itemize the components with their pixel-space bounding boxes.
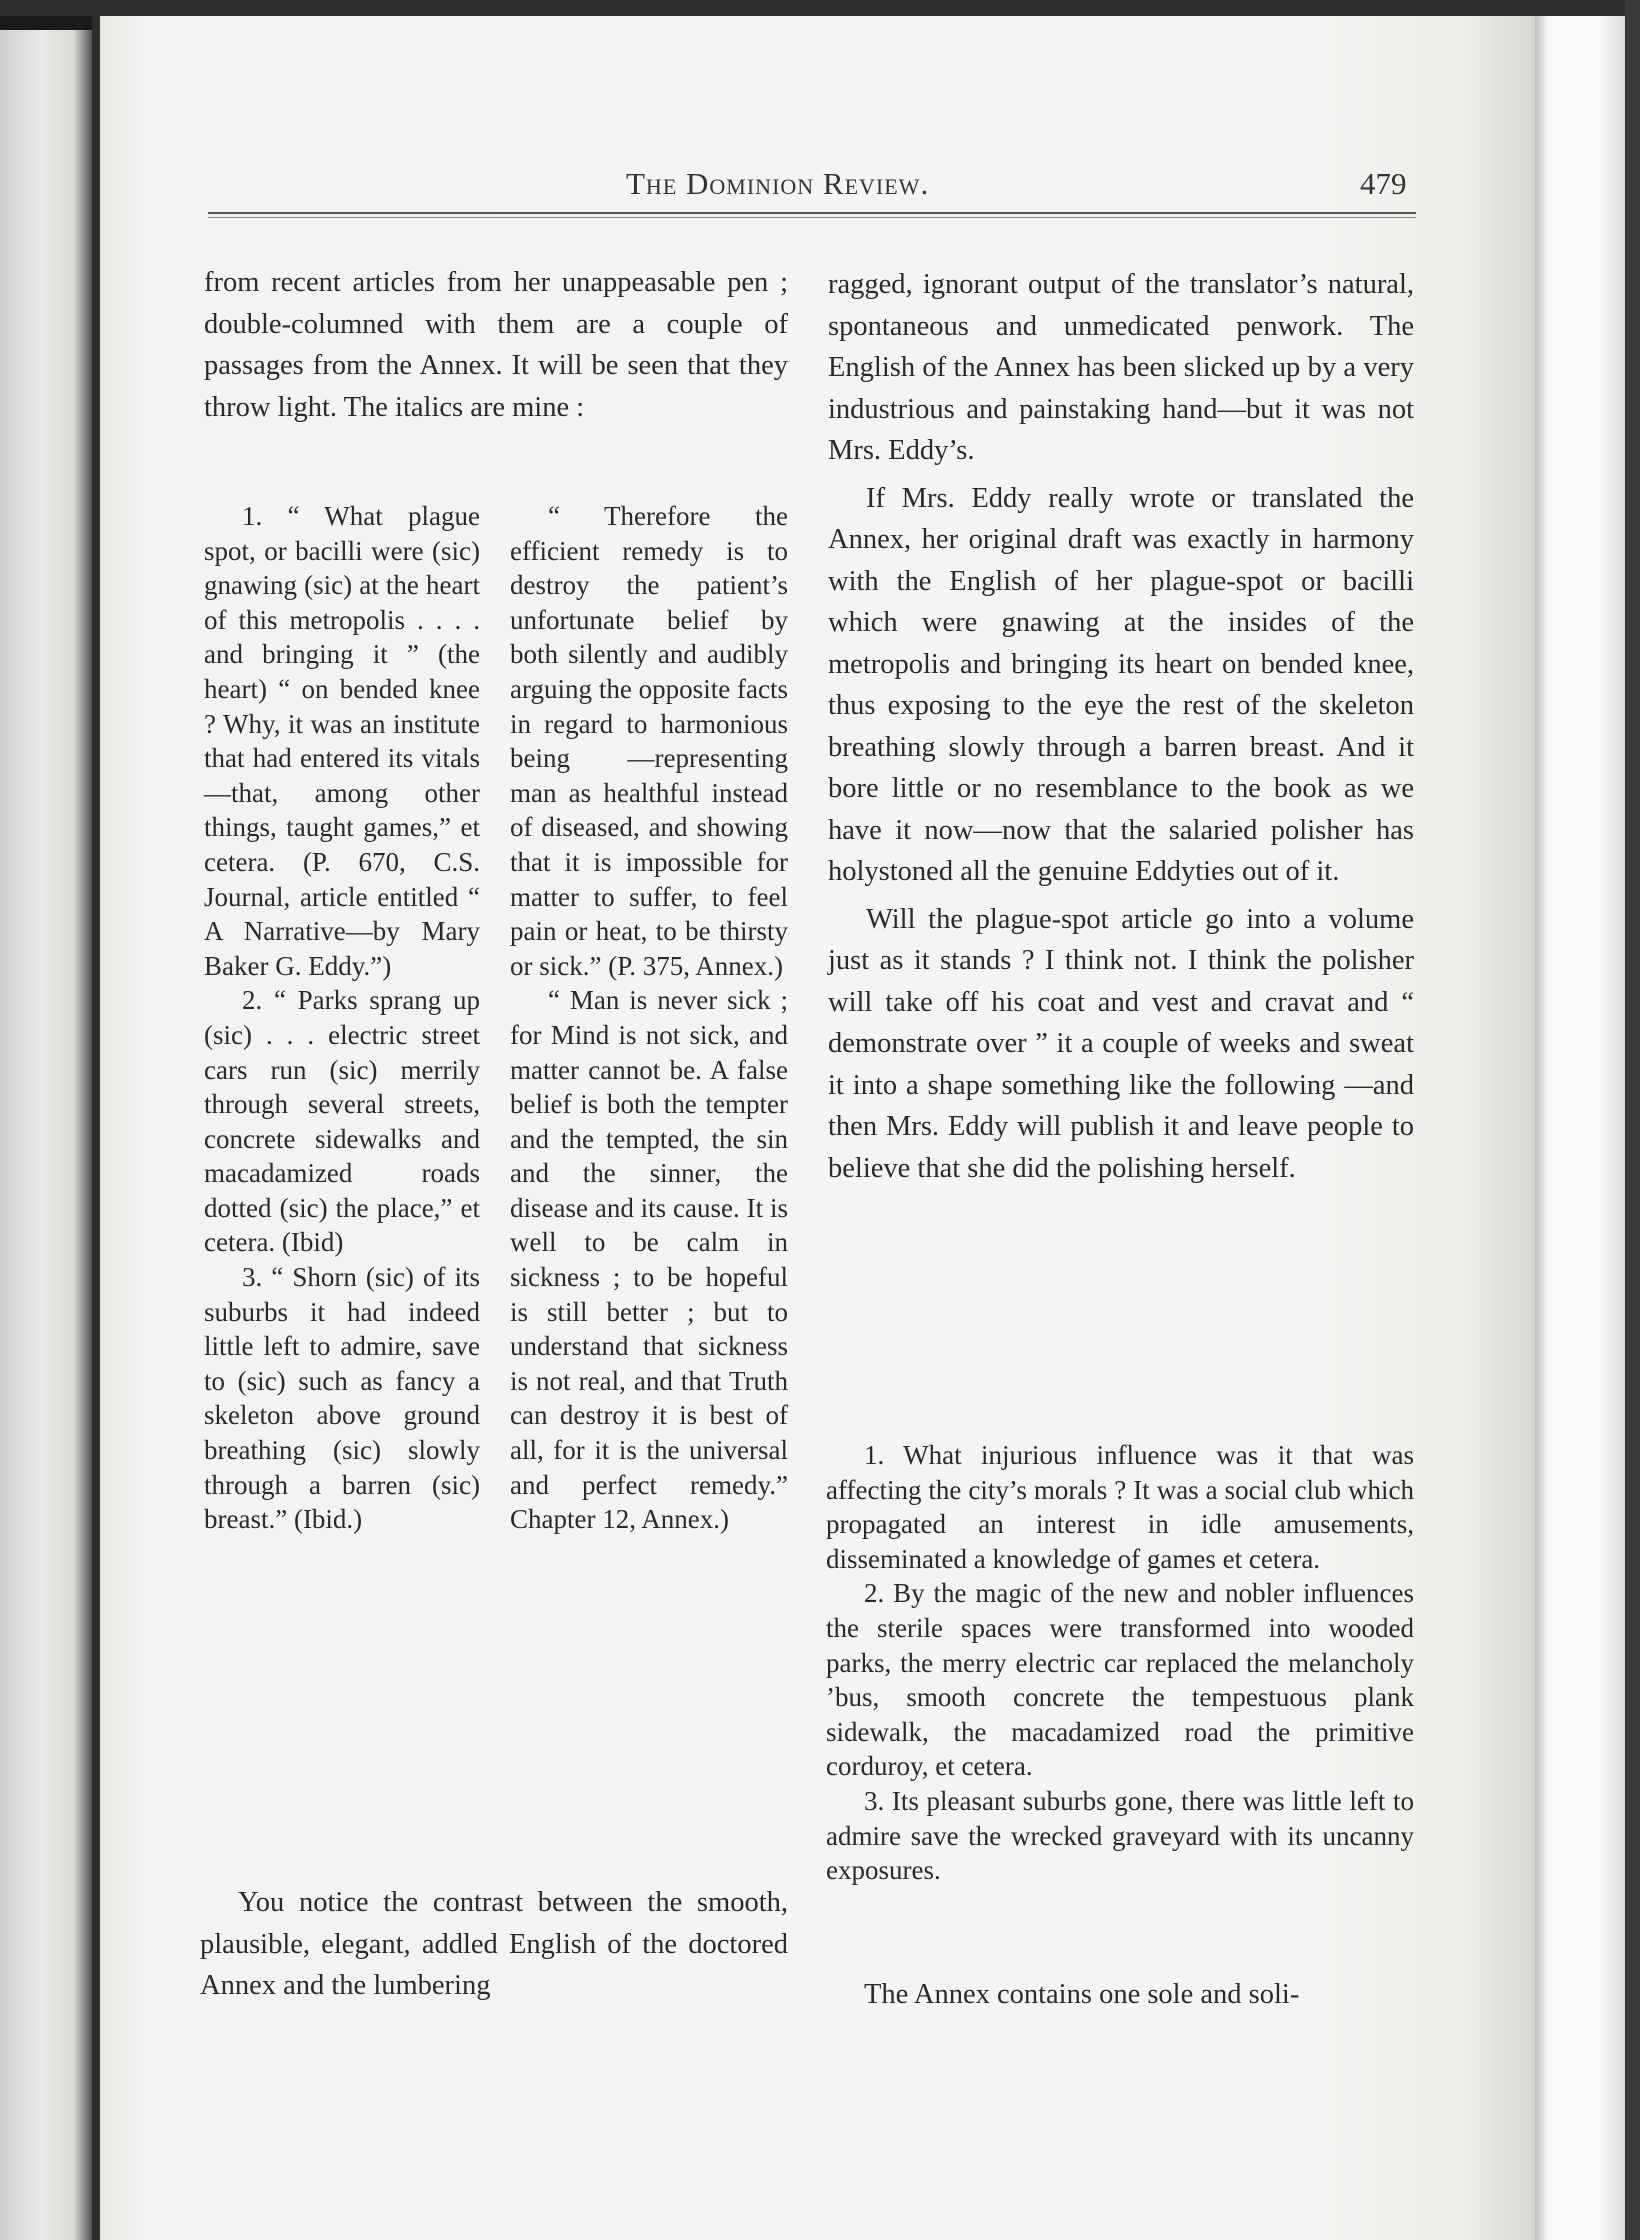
quote-item: 2. “ Parks sprang up (sic) . . . electric street cars run (sic) merrily through several streets, concrete sidewalks and macadamized roads dotted (sic) the place,” et cetera. (Ibid) xyxy=(204,985,480,1258)
list-item: 3. Its pleasant suburbs gone, there was little left to admire save the wrecked graveyard with its uncanny exposures. xyxy=(826,1785,1414,1886)
quote-item: “ Man is never sick ; for Mind is not sick, and matter cannot be. A false belief is both the tempter and the tempted, the sin and the sinner, the disease and its cause. It is well to be calm in sickness ; to be hopeful is still better ; but to understand that sickness is not real, and that Truth can destroy it is best of all, for it is the universal and perfect remedy.” Chapter 12, Annex.) xyxy=(510,985,788,1535)
intro-paragraph: from recent articles from her unappeasable pen ; double-columned with them are a couple of passages from the Annex. It will be seen that they throw light. The italics are mine : xyxy=(204,267,788,423)
facing-page-edge xyxy=(0,30,92,2240)
header-rule xyxy=(208,212,1416,214)
right-border xyxy=(1625,0,1640,2240)
running-head: The Dominion Review. xyxy=(626,166,930,201)
paragraph: Will the plague-spot article go into a volume just as it stands ? I think not. I think the polisher will take off his coat and vest and cravat and “ demonstrate over ” it a couple of weeks and sweat it into a shape something like the following —and then Mrs. Eddy will publish it and leave people to believe that she did the polishing herself. xyxy=(828,903,1414,1184)
page-number: 479 xyxy=(1360,166,1407,201)
top-edge xyxy=(0,0,1640,16)
closing-paragraph: You notice the contrast between the smooth, plausible, elegant, addled English of the doctored Annex and the lumbering xyxy=(200,1887,788,2001)
numbered-list xyxy=(826,1438,1414,1888)
right-column-text xyxy=(828,264,1414,1189)
quote-column-left xyxy=(204,499,480,1537)
quote-item: 1. “ What plague spot, or bacilli were (sic) gnawing (sic) at the heart of this metropolis . . . . and bringing it ” (the heart) “ on bended knee ? Why, it was an institute that had entered its vitals—that, among other things, taught games,” et cetera. (P. 670, C.S. Journal, article entitled “ A Narrative—by Mary Baker G. Eddy.”) xyxy=(204,501,480,981)
quote-column-right xyxy=(510,499,788,1537)
header-rule-thin xyxy=(208,217,1416,218)
quote-item: “ Therefore the efficient remedy is to destroy the patient’s unfortunate belief by both silently and audibly arguing the opposite facts in regard to harmonious being —representing man as healthful instead of diseased, and showing that it is impossible for matter to suffer, to feel pain or heat, to be thirsty or sick.” (P. 375, Annex.) xyxy=(510,501,788,981)
last-line: The Annex contains one sole and soli- xyxy=(864,1979,1300,2010)
paragraph: If Mrs. Eddy really wrote or translated the Annex, her original draft was exactly in harmony with the English of her plague-spot or bacilli which were gnawing at the insides of the metropolis and bringing its heart on bended knee, thus exposing to the eye the rest of the skeleton breathing slowly through a barren breast. And it bore little or no resemblance to the book as we have it now—now that the salaried polisher has holystoned all the genuine Eddyties out of it. xyxy=(828,482,1414,887)
paragraph: ragged, ignorant output of the translator’s natural, spontaneous and unmedicated penwork. The English of the Annex has been slicked up by a very industrious and painstaking hand—but it was not Mrs. Eddy’s. xyxy=(828,269,1414,466)
list-item: 2. By the magic of the new and nobler influences the sterile spaces were transformed into wooded parks, the merry electric car replaced the melancholy ’bus, smooth concrete the tempestuous plank sidewalk, the macadamized road the primitive corduroy, et cetera. xyxy=(826,1578,1414,1782)
list-item: 1. What injurious influence was it that was affecting the city’s morals ? It was a social club which propagated an interest in idle amusements, disseminated a knowledge of games et cetera. xyxy=(826,1440,1414,1574)
quote-item: 3. “ Shorn (sic) of its suburbs it had indeed little left to admire, save to (sic) such as fancy a skeleton above ground breathing (sic) slowly through a barren (sic) breast.” (Ibid.) xyxy=(204,1262,480,1535)
